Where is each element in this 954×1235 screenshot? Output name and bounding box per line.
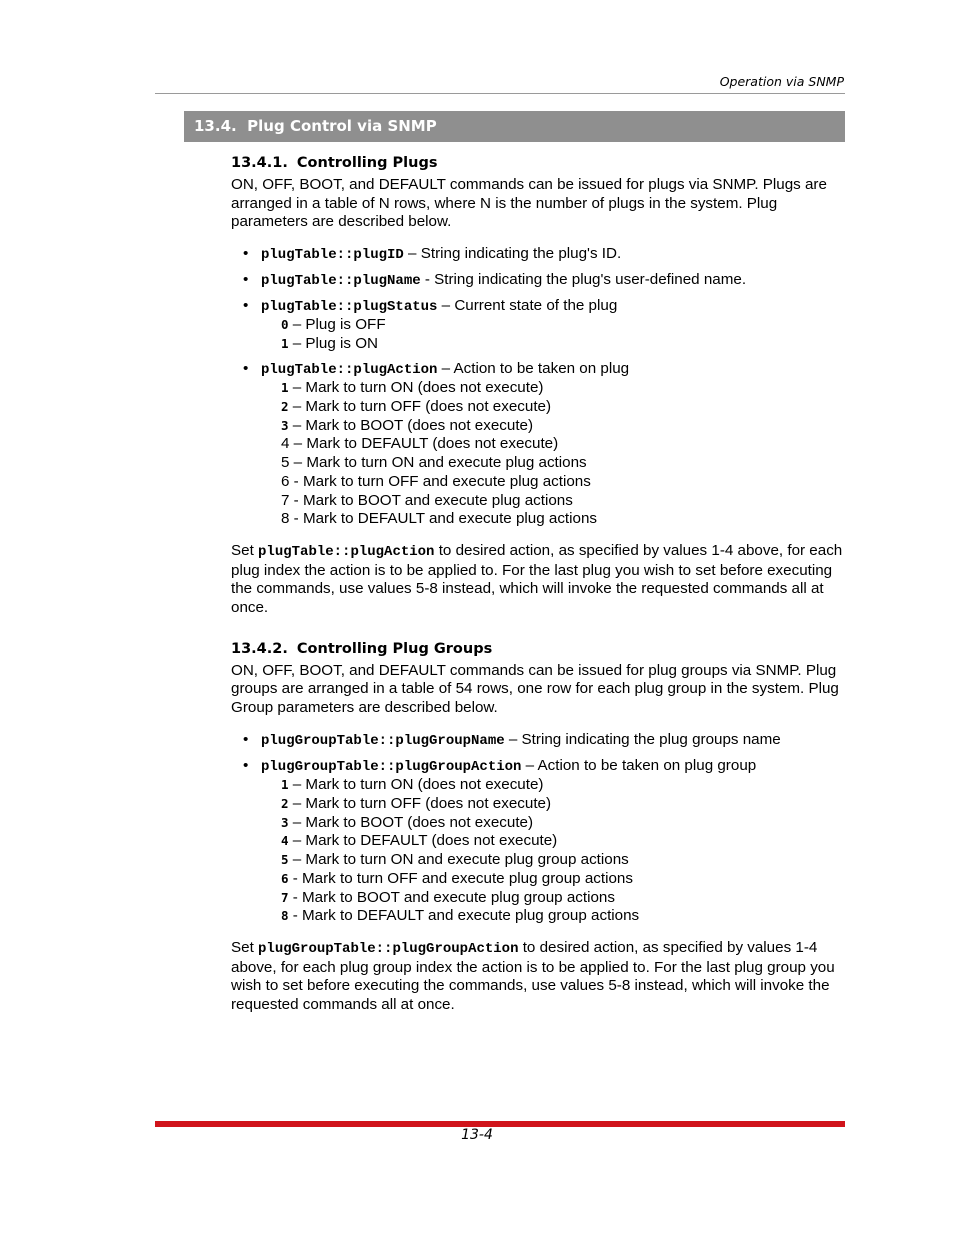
value-code: 5 xyxy=(281,454,290,472)
intro-paragraph: ON, OFF, BOOT, and DEFAULT commands can be issued for plug groups via SNMP. Plug groups are arranged in a table of 54 rows, one row for each plug group in the system. Plug Group parameters are described below. xyxy=(231,661,839,717)
value-text: Mark to BOOT (does not execute) xyxy=(305,813,534,831)
subsection-heading-plug-groups xyxy=(231,640,843,659)
inline-code: plugGroupTable::plugGroupAction xyxy=(258,940,519,957)
value-text: Mark to turn OFF and execute plug actions xyxy=(302,472,591,490)
value-code: 8 xyxy=(281,908,289,924)
section-heading xyxy=(184,111,845,142)
value-text: Mark to turn ON and execute plug actions xyxy=(306,454,587,472)
value-text: Mark to BOOT and execute plug group actions xyxy=(302,888,615,906)
value-code: 8 xyxy=(281,510,290,528)
set-instructions-paragraph: Set plugTable::plugAction to desired action, as specified by values 1-4 above, for each plug index the action is to be applied to. For the last plug you wish to set before executing the commands, use values 5-8 instead, which will invoke the requested commands all at once. xyxy=(231,541,843,617)
value-code: 3 xyxy=(281,814,289,830)
value-item: 1 – Plug is ON xyxy=(281,334,379,352)
value-text: Mark to DEFAULT and execute plug actions xyxy=(302,510,598,528)
value-text: Mark to BOOT and execute plug actions xyxy=(302,491,573,509)
value-code: 5 xyxy=(281,852,289,868)
value-item: 3 – Mark to BOOT (does not execute) xyxy=(281,813,534,831)
page-number: 13-4 xyxy=(461,1127,493,1143)
value-text: Mark to DEFAULT and execute plug group actions xyxy=(302,907,640,925)
subsection-heading-plugs xyxy=(231,154,843,173)
value-item: 2 – Mark to turn OFF (does not execute) xyxy=(281,794,552,812)
parameter-description: Action to be taken on plug group xyxy=(537,756,757,774)
value-text: Mark to turn ON (does not execute) xyxy=(305,776,544,794)
parameter-description: String indicating the plug's user-defined name. xyxy=(434,270,747,288)
section-number: 13.4. xyxy=(194,117,237,135)
parameter-description: String indicating the plug groups name xyxy=(521,730,781,748)
value-item: 2 – Mark to turn OFF (does not execute) xyxy=(281,398,552,416)
set-instructions-paragraph: Set plugGroupTable::plugGroupAction to desired action, as specified by values 1-4 above, for each plug group index the action is to be applied to. For the last plug group you wish to set before executing the commands, use values 5-8 instead, which will invoke the requested commands all at once. xyxy=(231,938,835,1014)
value-item: 5 – Mark to turn ON and execute plug group actions xyxy=(281,851,629,869)
page-content xyxy=(231,154,843,1015)
value-code: 4 xyxy=(281,435,290,453)
value-code: 6 xyxy=(281,870,289,886)
subsection-title: Controlling Plug Groups xyxy=(296,640,493,657)
value-text: Mark to DEFAULT (does not execute) xyxy=(306,435,559,453)
value-code: 7 xyxy=(281,491,290,509)
running-header: Operation via SNMP xyxy=(719,74,844,89)
value-item: 7 - Mark to BOOT and execute plug group actions xyxy=(281,888,615,906)
parameter-description: Current state of the plug xyxy=(454,296,618,314)
value-code: 1 xyxy=(281,335,289,351)
parameter-list xyxy=(231,245,843,529)
value-item: 6 - Mark to turn OFF and execute plug group actions xyxy=(281,869,633,887)
parameter-item: • plugTable::plugStatus – Current state of the plug 0 – Plug is OFF 1 – Plug is ON xyxy=(231,297,843,354)
value-item: 3 – Mark to BOOT (does not execute) xyxy=(281,416,534,434)
subsection-number: 13.4.1. xyxy=(231,155,288,171)
value-item: 8 - Mark to DEFAULT and execute plug group actions xyxy=(281,907,640,925)
value-text: Plug is ON xyxy=(305,334,379,352)
value-item: 0 – Plug is OFF xyxy=(281,316,386,334)
value-code: 1 xyxy=(281,777,289,793)
value-text: Mark to turn OFF (does not execute) xyxy=(305,794,552,812)
parameter-name: plugGroupTable::plugGroupAction xyxy=(261,758,522,775)
parameter-name: plugTable::plugName xyxy=(261,272,421,289)
parameter-name: plugGroupTable::plugGroupName xyxy=(261,732,505,749)
parameter-item: • plugGroupTable::plugGroupAction – Action to be taken on plug group 1 – Mark to turn ON (does not execute) 2 – Mark to turn OFF (does not execute) 3 – Mark to BOOT (does not execute) 4 – Mark to DEFAULT (does not execute) 5 – Mark to turn ON and execute plug group actions 6 - Mark to turn OFF and execute plug group actions 7 - Mark to BOOT and execute plug group actions 8 - Mark to DEFAULT and execute plug group actions xyxy=(231,757,843,926)
value-item: 5 – Mark to turn ON and execute plug actions xyxy=(281,454,587,472)
value-code: 3 xyxy=(281,417,289,433)
value-list xyxy=(261,776,843,926)
value-code: 2 xyxy=(281,795,289,811)
parameter-name: plugTable::plugStatus xyxy=(261,298,438,315)
value-text: Mark to turn ON and execute plug group actions xyxy=(305,851,629,869)
parameter-description: Action to be taken on plug xyxy=(453,359,630,377)
value-text: Mark to turn OFF and execute plug group actions xyxy=(302,869,633,887)
value-text: Plug is OFF xyxy=(305,316,386,334)
value-text: Mark to turn OFF (does not execute) xyxy=(305,398,552,416)
value-list xyxy=(261,379,843,529)
value-item: 1 – Mark to turn ON (does not execute) xyxy=(281,379,544,397)
value-code: 6 xyxy=(281,472,290,490)
parameter-item: • plugGroupTable::plugGroupName – String indicating the plug groups name xyxy=(231,731,843,751)
value-code: 2 xyxy=(281,399,289,415)
value-text: Mark to turn ON (does not execute) xyxy=(305,379,544,397)
value-text: Mark to BOOT (does not execute) xyxy=(305,416,534,434)
intro-paragraph: ON, OFF, BOOT, and DEFAULT commands can be issued for plugs via SNMP. Plugs are arranged in a table of N rows, where N is the number of plugs in the system. Plug parameters are described below. xyxy=(231,176,827,231)
inline-code: plugTable::plugAction xyxy=(258,543,435,560)
value-code: 1 xyxy=(281,380,289,396)
parameter-list xyxy=(231,731,843,926)
value-item: 4 – Mark to DEFAULT (does not execute) xyxy=(281,435,559,453)
value-list xyxy=(261,316,843,353)
value-item: 6 - Mark to turn OFF and execute plug actions xyxy=(281,472,591,490)
value-item: 1 – Mark to turn ON (does not execute) xyxy=(281,776,544,794)
value-item: 4 – Mark to DEFAULT (does not execute) xyxy=(281,832,558,850)
parameter-name: plugTable::plugAction xyxy=(261,361,438,378)
parameter-item: • plugTable::plugID – String indicating the plug's ID. xyxy=(231,245,843,265)
value-code: 4 xyxy=(281,833,289,849)
section-title: Plug Control via SNMP xyxy=(247,117,437,135)
subsection-title: Controlling Plugs xyxy=(296,155,438,171)
parameter-name: plugTable::plugID xyxy=(261,247,404,264)
value-text: Mark to DEFAULT (does not execute) xyxy=(305,832,558,850)
header-rule xyxy=(155,93,845,94)
parameter-item: • plugTable::plugAction – Action to be taken on plug 1 – Mark to turn ON (does not execute) 2 – Mark to turn OFF (does not execute) 3 – Mark to BOOT (does not execute) 4 – Mark to DEFAULT (does not execute) 5 – Mark to turn ON and execute plug actions 6 - Mark to turn OFF and execute plug actions 7 - Mark to BOOT and execute plug actions 8 - Mark to DEFAULT and execute plug actions xyxy=(231,360,843,529)
value-code: 0 xyxy=(281,317,289,333)
value-code: 7 xyxy=(281,889,289,905)
value-item: 8 - Mark to DEFAULT and execute plug actions xyxy=(281,510,598,528)
subsection-number: 13.4.2. xyxy=(231,640,288,657)
parameter-item: • plugTable::plugName - String indicating the plug's user-defined name. xyxy=(231,271,843,291)
parameter-description: String indicating the plug's ID. xyxy=(420,245,622,263)
value-item: 7 - Mark to BOOT and execute plug actions xyxy=(281,491,573,509)
